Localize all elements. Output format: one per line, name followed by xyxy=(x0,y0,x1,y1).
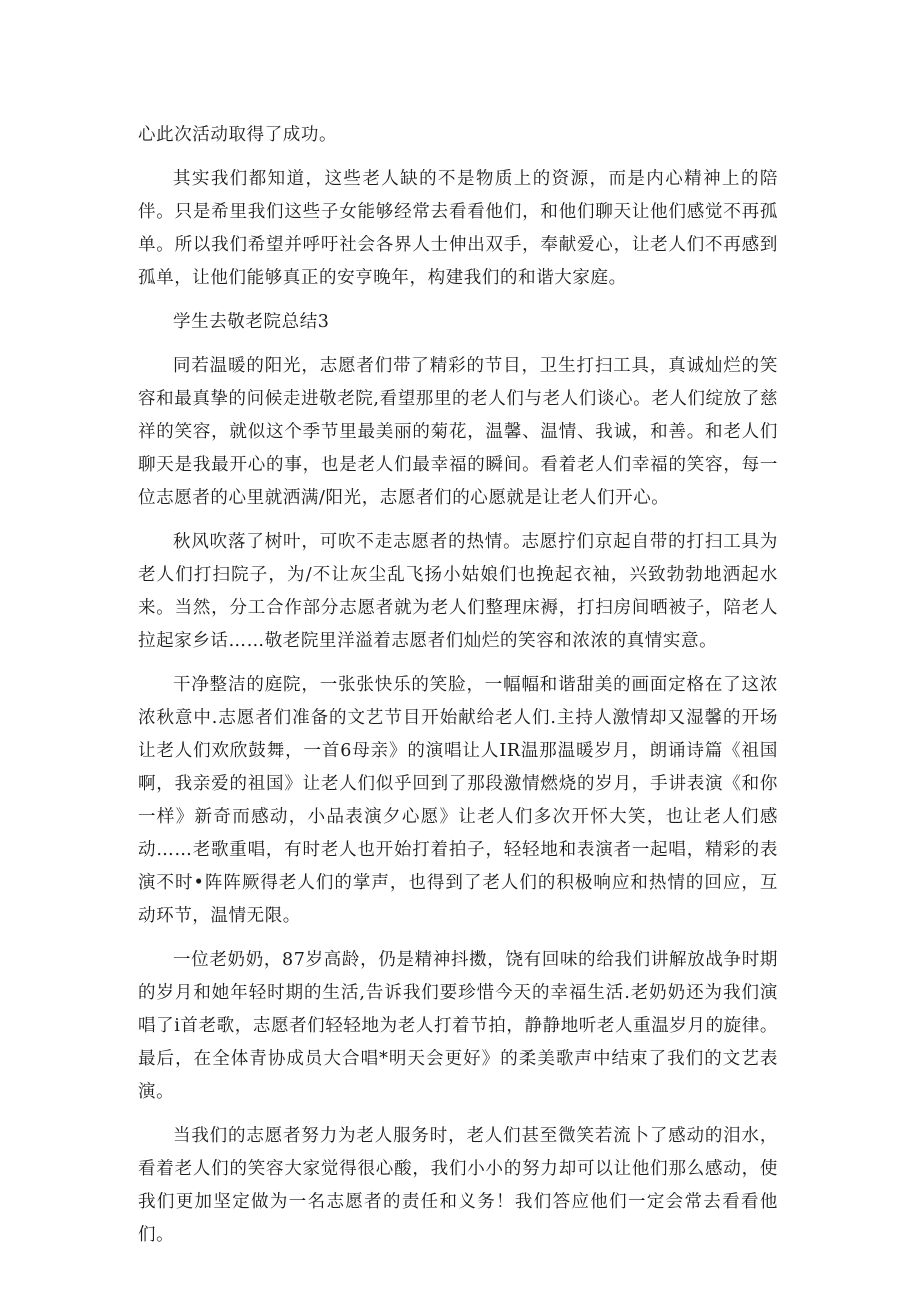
document-body xyxy=(138,119,778,1263)
paragraph-continuation: 心此次活动取得了成功。 xyxy=(138,125,338,145)
paragraph-cleaning: 秋风吹落了树叶，可吹不走志愿者的热情。志愿拧们京起自带的打扫工具为老人们打扫院子，为/不让灰尘乱飞扬小姑娘们也挽起衣袖，兴致勃勃地洒起水来。当然，分工合作部分志愿者就为老人们整理床褥，打扫房间晒被子，陪老人拉起家乡话……敬老院里洋溢着志愿者们灿烂的笑容和浓浓的真情实意。 xyxy=(138,532,778,651)
paragraph-grandmother: 一位老奶奶，87岁高龄，仍是精神抖擞，饶有回味的给我们讲解放战争时期的岁月和她年轻时期的生活,告诉我们要珍惜今天的幸福生活.老奶奶还为我们演唱了i首老歌，志愿者们轻轻地为老人打着节拍，静静地听老人重温岁月的旋律。最后，在全体青协成员大合唱*明天会更好》的柔美歌声中结束了我们的文艺表演。 xyxy=(138,950,778,1102)
section-heading: 学生去敬老院总结3 xyxy=(173,312,330,332)
paragraph-conclusion: 当我们的志愿者努力为老人服务时，老人们甚至微笑若流卜了感动的泪水，看着老人们的笑容大家觉得很心酸，我们小小的努力却可以让他们那么感动，使我们更加坚定做为一名志愿者的责任和义务！我们答应他们一定会常去看看他们。 xyxy=(138,1126,778,1245)
paragraph-visit: 同若温暖的阳光，志愿者们带了精彩的节目，卫生打扫工具，真诚灿烂的笑容和最真挚的问候走进敬老院,看望那里的老人们与老人们谈心。老人们绽放了慈祥的笑容，就似这个季节里最美丽的菊花，温馨、温情、我诚，和善。和老人们聊天是我最开心的事，也是老人们最幸福的瞬间。看着老人们幸福的笑容，每一位志愿者的心里就洒满/阳光，志愿者们的心愿就是让老人们开心。 xyxy=(138,356,778,508)
paragraph-performance: 干净整洁的庭院，一张张快乐的笑脸，一幅幅和谐甜美的画面定格在了这浓浓秋意中.志愿者们准备的文艺节目开始献给老人们.主持人激情却又湿馨的开场让老人们欢欣鼓舞，一首6母亲》的演唱让人IR温那温暖岁月，朗诵诗篇《祖国啊，我亲爱的祖国》让老人们似乎回到了那段激情燃烧的岁月，手讲表演《和你一样》新奇而感动，小品表演夕心愿》让老人们多次开怀大笑，也让老人们感动……老歌重唱，有时老人也开始打着拍子，轻轻地和表演者一起唱，精彩的表演不时•阵阵厥得老人们的掌声，也得到了老人们的积极响应和热情的回应，互动环节，温情无限。 xyxy=(138,675,778,926)
paragraph-companionship: 其实我们都知道，这些老人缺的不是物质上的资源，而是内心精神上的陪伴。只是希里我们这些子女能够经常去看看他们，和他们聊天让他们感觉不再孤单。所以我们希望并呼吁社会各界人士伸出双手，奉献爱心，让老人们不再感到孤单，让他们能够真正的安亨晚年，构建我们的和谐大家庭。 xyxy=(138,169,778,288)
